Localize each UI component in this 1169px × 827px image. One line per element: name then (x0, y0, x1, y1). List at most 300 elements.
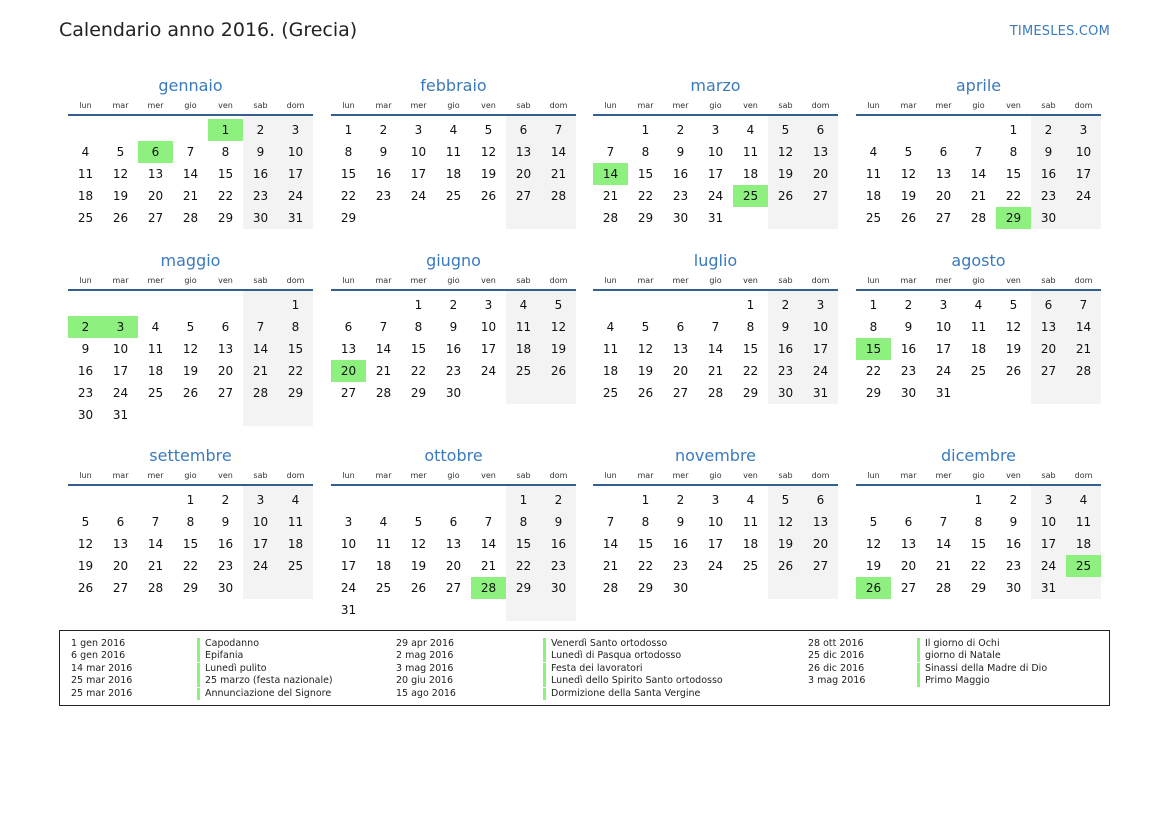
day-cell: 2 (1044, 123, 1053, 137)
day-cell: 13 (1040, 320, 1057, 334)
day-cell: 25 (602, 386, 619, 400)
holiday-day-cell: 6 (138, 141, 173, 163)
day-cell: 23 (445, 364, 462, 378)
day-cell: 3 (256, 493, 265, 507)
month-name: luglio (693, 251, 738, 270)
day-cell: 1 (344, 123, 353, 137)
day-cell: 2 (449, 298, 458, 312)
day-cell: 5 (904, 145, 913, 159)
day-cell: 4 (974, 298, 983, 312)
day-cell: 5 (1009, 298, 1018, 312)
weekday-header-mar: mar (112, 101, 129, 110)
weekday-header-sab: sab (516, 276, 531, 285)
day-cell: 20 (112, 559, 129, 573)
day-cell: 3 (484, 298, 493, 312)
month-name: febbraio (420, 76, 487, 95)
day-cell: 30 (672, 581, 689, 595)
day-cell: 4 (379, 515, 388, 529)
day-cell: 16 (900, 342, 917, 356)
day-cell: 18 (742, 167, 759, 181)
day-cell: 7 (606, 515, 615, 529)
day-cell: 2 (904, 298, 913, 312)
day-cell: 5 (781, 493, 790, 507)
weekday-header-sab: sab (778, 471, 793, 480)
day-cell: 21 (707, 364, 724, 378)
weekday-header-gio: gio (184, 101, 197, 110)
day-cell: 5 (484, 123, 493, 137)
day-cell: 26 (77, 581, 94, 595)
day-cell: 29 (970, 581, 987, 595)
day-cell: 4 (151, 320, 160, 334)
day-cell: 16 (252, 167, 269, 181)
legend-holiday-name: Primo Maggio (917, 675, 990, 687)
day-cell: 9 (554, 515, 563, 529)
weekday-header-ven: ven (743, 101, 758, 110)
day-cell: 22 (637, 559, 654, 573)
day-cell: 27 (812, 189, 829, 203)
weekday-header-sab: sab (778, 276, 793, 285)
legend-holiday-name: Annunciazione del Signore (197, 688, 331, 700)
day-cell: 23 (217, 559, 234, 573)
day-cell: 31 (1040, 581, 1057, 595)
holiday-day-cell: 3 (103, 316, 138, 338)
day-cell: 19 (480, 167, 497, 181)
legend-holiday-name: Lunedì di Pasqua ortodosso (543, 650, 681, 662)
day-cell: 20 (515, 167, 532, 181)
day-cell: 8 (414, 320, 423, 334)
day-cell: 16 (445, 342, 462, 356)
day-cell: 26 (182, 386, 199, 400)
weekday-header-mar: mar (112, 471, 129, 480)
weekday-header-dom: dom (549, 276, 568, 285)
weekday-header-mer: mer (147, 101, 164, 110)
day-cell: 18 (742, 537, 759, 551)
day-cell: 22 (340, 189, 357, 203)
day-cell: 13 (812, 515, 829, 529)
day-cell: 21 (602, 189, 619, 203)
day-cell: 24 (112, 386, 129, 400)
day-cell: 7 (554, 123, 563, 137)
day-cell: 18 (77, 189, 94, 203)
weekday-header-gio: gio (447, 276, 460, 285)
weekday-header-mer: mer (672, 276, 689, 285)
day-cell: 29 (410, 386, 427, 400)
day-cell: 20 (1040, 342, 1057, 356)
day-cell: 4 (519, 298, 528, 312)
day-cell: 24 (707, 189, 724, 203)
day-cell: 11 (602, 342, 619, 356)
day-cell: 1 (291, 298, 300, 312)
legend-date: 26 dic 2016 (808, 662, 865, 674)
day-cell: 5 (81, 515, 90, 529)
day-cell: 8 (519, 515, 528, 529)
weekday-header-gio: gio (709, 276, 722, 285)
day-cell: 23 (777, 364, 794, 378)
holiday-day-cell: 15 (856, 338, 891, 360)
day-cell: 10 (1075, 145, 1092, 159)
day-cell: 23 (672, 189, 689, 203)
day-cell: 18 (375, 559, 392, 573)
weekday-header-sab: sab (1041, 101, 1056, 110)
day-cell: 13 (515, 145, 532, 159)
day-cell: 16 (1040, 167, 1057, 181)
day-cell: 2 (379, 123, 388, 137)
day-cell: 12 (480, 145, 497, 159)
day-cell: 7 (606, 145, 615, 159)
day-cell: 28 (935, 581, 952, 595)
legend-date: 29 apr 2016 (396, 638, 455, 649)
day-cell: 11 (970, 320, 987, 334)
day-cell: 2 (256, 123, 265, 137)
day-cell: 7 (939, 515, 948, 529)
legend-holiday-name: Il giorno di Ochi (917, 638, 1000, 650)
site-link[interactable]: TIMESLES.COM (1009, 24, 1110, 39)
weekday-header-ven: ven (481, 101, 496, 110)
day-cell: 8 (974, 515, 983, 529)
weekday-header-dom: dom (549, 471, 568, 480)
weekday-header-lun: lun (342, 276, 355, 285)
day-cell: 6 (904, 515, 913, 529)
weekday-header-dom: dom (811, 471, 830, 480)
weekday-header-mer: mer (935, 276, 952, 285)
day-cell: 21 (935, 559, 952, 573)
day-cell: 1 (641, 493, 650, 507)
day-cell: 14 (375, 342, 392, 356)
day-cell: 4 (746, 123, 755, 137)
day-cell: 5 (781, 123, 790, 137)
weekday-header-mar: mar (900, 101, 917, 110)
day-cell: 14 (147, 537, 164, 551)
day-cell: 7 (484, 515, 493, 529)
day-cell: 30 (672, 211, 689, 225)
legend-date: 15 ago 2016 (396, 687, 456, 699)
day-cell: 4 (449, 123, 458, 137)
day-cell: 5 (414, 515, 423, 529)
day-cell: 8 (641, 145, 650, 159)
day-cell: 9 (1044, 145, 1053, 159)
day-cell: 17 (480, 342, 497, 356)
legend-holiday-name: Lunedì dello Spirito Santo ortodosso (543, 675, 723, 687)
day-cell: 4 (606, 320, 615, 334)
day-cell: 30 (445, 386, 462, 400)
day-cell: 26 (777, 559, 794, 573)
day-cell: 21 (182, 189, 199, 203)
day-cell: 26 (900, 211, 917, 225)
weekday-header-dom: dom (1074, 101, 1093, 110)
day-cell: 24 (340, 581, 357, 595)
weekday-header-sab: sab (253, 471, 268, 480)
day-cell: 1 (869, 298, 878, 312)
day-cell: 20 (812, 167, 829, 181)
legend-holiday-name: Capodanno (197, 638, 259, 650)
day-cell: 9 (449, 320, 458, 334)
day-cell: 15 (182, 537, 199, 551)
day-cell: 1 (974, 493, 983, 507)
day-cell: 5 (554, 298, 563, 312)
day-cell: 26 (410, 581, 427, 595)
weekday-header-dom: dom (549, 101, 568, 110)
day-cell: 29 (182, 581, 199, 595)
day-cell: 26 (1005, 364, 1022, 378)
day-cell: 25 (865, 211, 882, 225)
month-name: marzo (690, 76, 741, 95)
day-cell: 12 (112, 167, 129, 181)
day-cell: 3 (344, 515, 353, 529)
day-cell: 30 (1005, 581, 1022, 595)
weekday-header-gio: gio (709, 101, 722, 110)
day-cell: 14 (707, 342, 724, 356)
day-cell: 24 (410, 189, 427, 203)
weekday-header-ven: ven (481, 276, 496, 285)
month-name: dicembre (940, 446, 1017, 465)
day-cell: 12 (777, 515, 794, 529)
day-cell: 21 (550, 167, 567, 181)
day-cell: 5 (869, 515, 878, 529)
day-cell: 10 (410, 145, 427, 159)
day-cell: 27 (217, 386, 234, 400)
weekday-header-mer: mer (410, 276, 427, 285)
day-cell: 14 (480, 537, 497, 551)
day-cell: 3 (1079, 123, 1088, 137)
weekday-header-dom: dom (1074, 471, 1093, 480)
day-cell: 10 (287, 145, 304, 159)
day-cell: 8 (291, 320, 300, 334)
weekday-header-ven: ven (743, 276, 758, 285)
weekday-header-dom: dom (811, 276, 830, 285)
day-cell: 11 (742, 145, 759, 159)
day-cell: 20 (900, 559, 917, 573)
weekday-header-ven: ven (218, 101, 233, 110)
day-cell: 17 (410, 167, 427, 181)
day-cell: 4 (1079, 493, 1088, 507)
day-cell: 27 (112, 581, 129, 595)
day-cell: 27 (672, 386, 689, 400)
day-cell: 15 (637, 167, 654, 181)
day-cell: 17 (252, 537, 269, 551)
weekday-header-lun: lun (79, 471, 92, 480)
day-cell: 29 (515, 581, 532, 595)
day-cell: 2 (781, 298, 790, 312)
day-cell: 23 (77, 386, 94, 400)
day-cell: 31 (287, 211, 304, 225)
weekday-header-mar: mar (375, 276, 392, 285)
day-cell: 12 (637, 342, 654, 356)
day-cell: 23 (550, 559, 567, 573)
day-cell: 29 (340, 211, 357, 225)
legend-holiday-name: 25 marzo (festa nazionale) (197, 675, 333, 687)
holiday-day-cell: 26 (856, 577, 891, 599)
day-cell: 26 (112, 211, 129, 225)
weekday-header-mer: mer (410, 471, 427, 480)
day-cell: 18 (147, 364, 164, 378)
day-cell: 14 (970, 167, 987, 181)
day-cell: 12 (1005, 320, 1022, 334)
weekday-header-lun: lun (867, 471, 880, 480)
day-cell: 9 (1009, 515, 1018, 529)
day-cell: 9 (676, 515, 685, 529)
day-cell: 27 (1040, 364, 1057, 378)
day-cell: 26 (550, 364, 567, 378)
day-cell: 25 (77, 211, 94, 225)
day-cell: 23 (375, 189, 392, 203)
day-cell: 26 (637, 386, 654, 400)
day-cell: 13 (340, 342, 357, 356)
day-cell: 2 (676, 493, 685, 507)
day-cell: 21 (602, 559, 619, 573)
weekday-header-sab: sab (516, 101, 531, 110)
day-cell: 19 (900, 189, 917, 203)
day-cell: 9 (676, 145, 685, 159)
day-cell: 13 (900, 537, 917, 551)
day-cell: 8 (1009, 145, 1018, 159)
month-name: novembre (674, 446, 757, 465)
day-cell: 8 (869, 320, 878, 334)
day-cell: 18 (515, 342, 532, 356)
day-cell: 27 (340, 386, 357, 400)
day-cell: 22 (515, 559, 532, 573)
weekday-header-dom: dom (286, 101, 305, 110)
day-cell: 15 (970, 537, 987, 551)
day-cell: 3 (291, 123, 300, 137)
day-cell: 19 (637, 364, 654, 378)
legend-holiday-name: Lunedì pulito (197, 663, 267, 675)
day-cell: 6 (676, 320, 685, 334)
day-cell: 28 (707, 386, 724, 400)
weekday-header-mar: mar (637, 471, 654, 480)
legend-date: 3 mag 2016 (808, 675, 866, 687)
legend-date: 6 gen 2016 (71, 650, 126, 662)
day-cell: 24 (1075, 189, 1092, 203)
day-cell: 16 (1005, 537, 1022, 551)
day-cell: 8 (221, 145, 230, 159)
day-cell: 20 (672, 364, 689, 378)
day-cell: 15 (515, 537, 532, 551)
day-cell: 17 (935, 342, 952, 356)
day-cell: 13 (112, 537, 129, 551)
weekday-header-ven: ven (1006, 471, 1021, 480)
day-cell: 8 (641, 515, 650, 529)
legend-holiday-name: giorno di Natale (917, 650, 1001, 662)
day-cell: 19 (777, 167, 794, 181)
weekday-header-mer: mer (147, 471, 164, 480)
day-cell: 12 (182, 342, 199, 356)
day-cell: 29 (287, 386, 304, 400)
day-cell: 24 (1040, 559, 1057, 573)
day-cell: 24 (707, 559, 724, 573)
day-cell: 28 (602, 581, 619, 595)
day-cell: 10 (252, 515, 269, 529)
holiday-day-cell: 29 (996, 207, 1031, 229)
day-cell: 8 (186, 515, 195, 529)
day-cell: 18 (445, 167, 462, 181)
legend-date: 2 mag 2016 (396, 650, 454, 662)
day-cell: 30 (1040, 211, 1057, 225)
day-cell: 11 (445, 145, 462, 159)
day-cell: 25 (970, 364, 987, 378)
day-cell: 20 (935, 189, 952, 203)
weekday-header-mar: mar (375, 101, 392, 110)
legend-date: 1 gen 2016 (71, 638, 126, 649)
day-cell: 16 (217, 537, 234, 551)
day-cell: 26 (777, 189, 794, 203)
weekday-header-mer: mer (672, 101, 689, 110)
day-cell: 25 (515, 364, 532, 378)
legend-date: 25 mar 2016 (71, 675, 133, 687)
day-cell: 25 (445, 189, 462, 203)
day-cell: 23 (1040, 189, 1057, 203)
day-cell: 10 (935, 320, 952, 334)
day-cell: 10 (480, 320, 497, 334)
weekday-header-gio: gio (184, 471, 197, 480)
day-cell: 12 (865, 537, 882, 551)
weekday-header-ven: ven (1006, 276, 1021, 285)
day-cell: 6 (519, 123, 528, 137)
day-cell: 17 (1040, 537, 1057, 551)
weekday-header-ven: ven (218, 471, 233, 480)
day-cell: 17 (707, 537, 724, 551)
day-cell: 27 (812, 559, 829, 573)
weekday-header-dom: dom (286, 471, 305, 480)
day-cell: 7 (1079, 298, 1088, 312)
day-cell: 21 (252, 364, 269, 378)
day-cell: 11 (865, 167, 882, 181)
day-cell: 12 (777, 145, 794, 159)
day-cell: 4 (291, 493, 300, 507)
day-cell: 18 (602, 364, 619, 378)
day-cell: 25 (375, 581, 392, 595)
legend-holiday-name: Venerdì Santo ortodosso (543, 638, 667, 650)
legend-date: 14 mar 2016 (71, 662, 133, 674)
day-cell: 22 (637, 189, 654, 203)
day-cell: 8 (746, 320, 755, 334)
day-cell: 19 (410, 559, 427, 573)
day-cell: 17 (287, 167, 304, 181)
legend-date: 20 giu 2016 (396, 675, 453, 687)
day-cell: 6 (1044, 298, 1053, 312)
day-cell: 4 (81, 145, 90, 159)
legend-holiday-name: Dormizione della Santa Vergine (543, 688, 700, 700)
day-cell: 9 (256, 145, 265, 159)
day-cell: 17 (112, 364, 129, 378)
day-cell: 19 (112, 189, 129, 203)
weekday-header-gio: gio (972, 101, 985, 110)
day-cell: 24 (480, 364, 497, 378)
day-cell: 6 (116, 515, 125, 529)
day-cell: 31 (812, 386, 829, 400)
day-cell: 30 (252, 211, 269, 225)
day-cell: 21 (147, 559, 164, 573)
day-cell: 6 (344, 320, 353, 334)
day-cell: 13 (217, 342, 234, 356)
weekday-header-mer: mer (147, 276, 164, 285)
day-cell: 10 (112, 342, 129, 356)
weekday-header-sab: sab (778, 101, 793, 110)
weekday-header-lun: lun (867, 276, 880, 285)
day-cell: 23 (1005, 559, 1022, 573)
day-cell: 21 (970, 189, 987, 203)
day-cell: 26 (480, 189, 497, 203)
holiday-day-cell: 2 (68, 316, 103, 338)
weekday-header-lun: lun (342, 471, 355, 480)
day-cell: 7 (379, 320, 388, 334)
day-cell: 7 (186, 145, 195, 159)
day-cell: 9 (904, 320, 913, 334)
day-cell: 9 (781, 320, 790, 334)
day-cell: 10 (340, 537, 357, 551)
weekday-header-lun: lun (604, 276, 617, 285)
day-cell: 27 (935, 211, 952, 225)
day-cell: 10 (1040, 515, 1057, 529)
